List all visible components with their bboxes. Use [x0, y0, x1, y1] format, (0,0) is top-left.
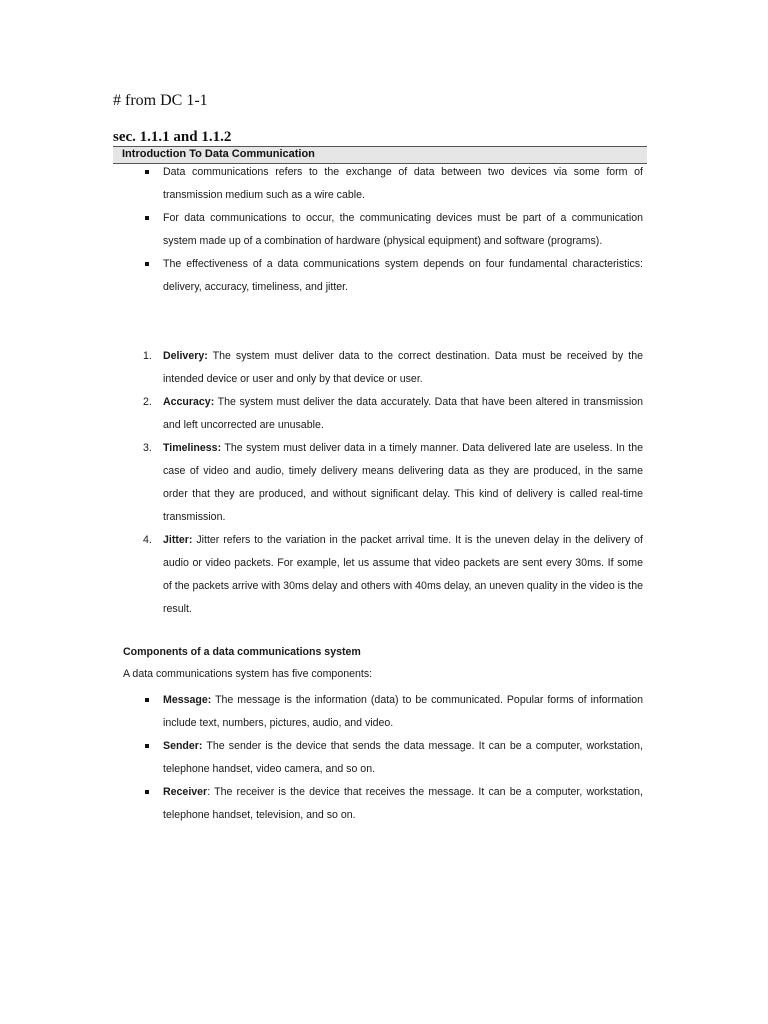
components-heading: Components of a data communications system: [123, 646, 361, 658]
item-number: 4.: [143, 534, 152, 546]
item-term: Message:: [163, 694, 212, 706]
item-term: Sender:: [163, 740, 203, 752]
list-item: 4. Jitter: Jitter refers to the variation in the packet arrival time. It is the uneven delay in the delivery of audio or video packets. For example, let us assume that video packets are sent every 30ms. If some of the packets arrive with 30ms delay and others with 40ms delay, an uneven quality in the video is the result.: [113, 529, 643, 621]
list-item: The effectiveness of a data communications system depends on four fundamental characteristics: delivery, accuracy, timeliness, and jitter.: [113, 253, 643, 299]
item-term: Timeliness:: [163, 442, 222, 454]
item-number: 2.: [143, 396, 152, 408]
list-item: 2. Accuracy: The system must deliver the data accurately. Data that have been altered in transmission and left uncorrected are unusable.: [113, 391, 643, 437]
item-term: Delivery:: [163, 350, 208, 362]
characteristics-list: [113, 345, 643, 621]
intro-heading: Introduction To Data Communication: [122, 148, 315, 160]
item-term: Accuracy:: [163, 396, 215, 408]
list-item: Data communications refers to the exchange of data between two devices via some form of transmission medium such as a wire cable.: [113, 161, 643, 207]
bullet-icon: [145, 698, 149, 702]
item-number: 3.: [143, 442, 152, 454]
list-item: Sender: The sender is the device that sends the data message. It can be a computer, workstation, telephone handset, video camera, and so on.: [113, 735, 643, 781]
list-item: Receiver: The receiver is the device that receives the message. It can be a computer, workstation, telephone handset, television, and so on.: [113, 781, 643, 827]
bullet-icon: [145, 790, 149, 794]
bullet-icon: [145, 744, 149, 748]
bullet-icon: [145, 216, 149, 220]
item-number: 1.: [143, 350, 152, 362]
intro-bullet-list: [113, 161, 643, 299]
components-intro: A data communications system has five components:: [123, 668, 373, 680]
bullet-icon: [145, 170, 149, 174]
section-title: sec. 1.1.1 and 1.1.2: [113, 129, 232, 145]
source-note: # from DC 1-1: [113, 92, 208, 109]
bullet-icon: [145, 262, 149, 266]
item-term: Receiver: [163, 786, 208, 798]
components-list: [113, 689, 643, 827]
list-item: 3. Timeliness: The system must deliver data in a timely manner. Data delivered late are useless. In the case of video and audio, timely delivery means delivering data as they are produced, in the same order that they are produced, and without significant delay. This kind of delivery is called real-time transmission.: [113, 437, 643, 529]
item-term: Jitter:: [163, 534, 193, 546]
list-item: 1. Delivery: The system must deliver data to the correct destination. Data must be received by the intended device or user and only by that device or user.: [113, 345, 643, 391]
list-item: Message: The message is the information (data) to be communicated. Popular forms of information include text, numbers, pictures, audio, and video.: [113, 689, 643, 735]
list-item: For data communications to occur, the communicating devices must be part of a communication system made up of a combination of hardware (physical equipment) and software (programs).: [113, 207, 643, 253]
